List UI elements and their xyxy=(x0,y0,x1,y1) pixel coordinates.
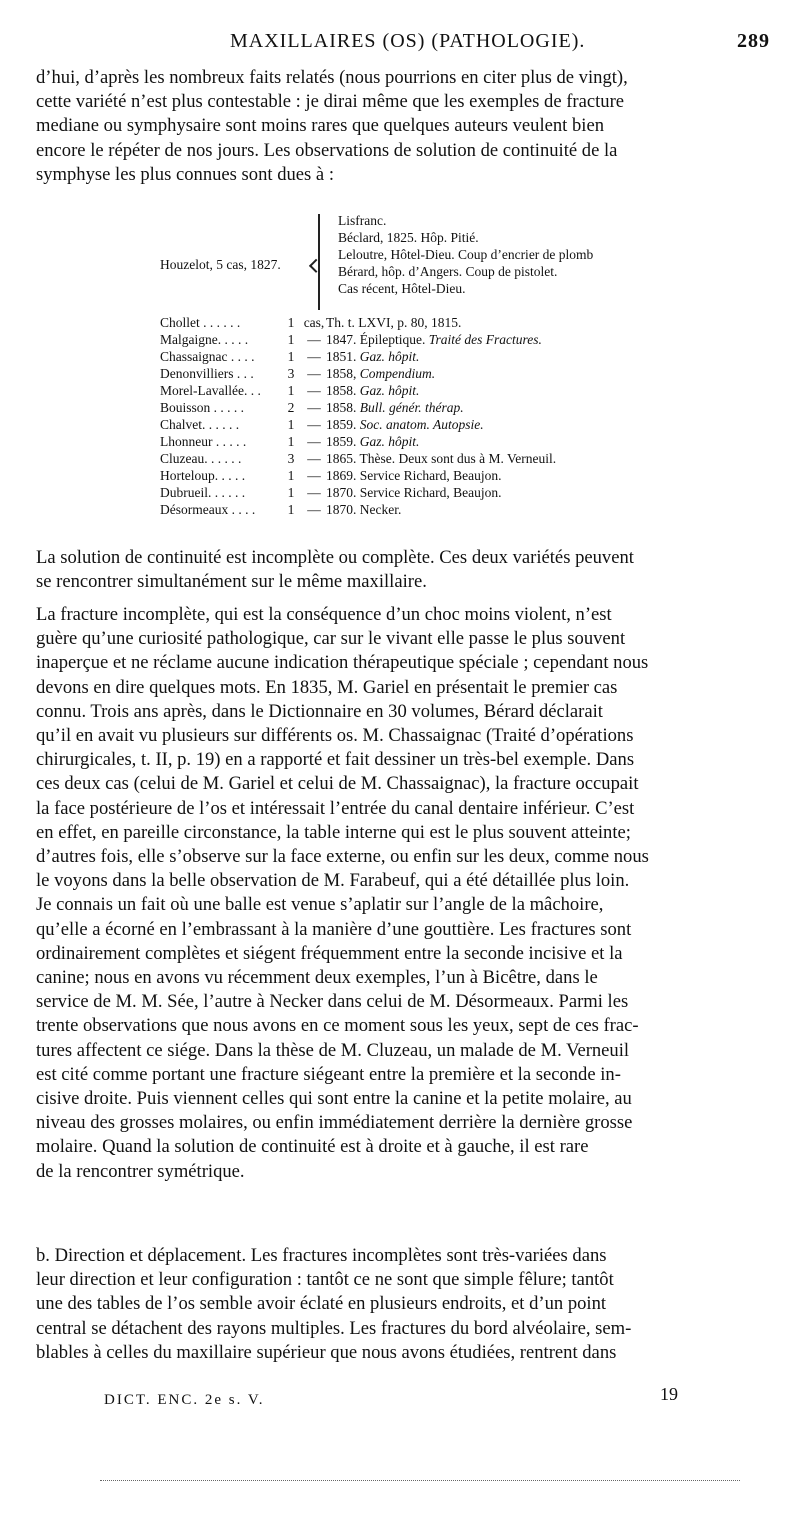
observer-name: Lhonneur . . . . . xyxy=(160,434,247,449)
separator: — xyxy=(307,434,321,449)
separator: — xyxy=(307,485,321,500)
text-line: de la rencontrer symétrique. xyxy=(36,1160,245,1182)
table-row xyxy=(160,399,720,416)
separator: — xyxy=(307,400,321,415)
observation-list xyxy=(160,212,720,518)
intro-paragraph xyxy=(36,66,770,187)
reference-italic: Gaz. hôpit. xyxy=(359,349,420,364)
text-line: d’autres fois, elle s’observe sur la face externe, ou enfin sur les deux, comme nous xyxy=(36,846,649,868)
reference xyxy=(326,433,686,450)
text-line: central se détachent des rayons multiples. Les fractures du bord alvéolaire, sem- xyxy=(36,1317,632,1339)
text-line: encore le répéter de nos jours. Les observations de solution de continuité de la xyxy=(36,139,618,161)
text-line: blables à celles du maxillaire supérieur que nous avons étudiées, rentrent dans xyxy=(36,1341,617,1363)
separator: — xyxy=(307,502,321,517)
case-count: 1 xyxy=(287,315,295,330)
table-row xyxy=(160,416,720,433)
separator: — xyxy=(307,451,321,466)
list-item: Cas récent, Hôtel-Dieu. xyxy=(338,281,466,296)
observer-name: Désormeaux . . . . xyxy=(160,502,256,517)
table-row xyxy=(160,484,720,501)
text-line: en effet, en pareille circonstance, la table interne qui est le plus souvent atteinte; xyxy=(36,821,631,843)
reference-text: 1870. Necker. xyxy=(326,502,402,517)
text-line: connu. Trois ans après, dans le Dictionnaire en 30 volumes, Bérard déclarait xyxy=(36,700,603,722)
bottom-rule xyxy=(100,1480,740,1481)
list-item: Leloutre, Hôtel-Dieu. Coup d’encrier de plomb xyxy=(338,247,594,262)
case-count: 1 xyxy=(287,468,295,483)
text-line: guère qu’une curiosité pathologique, car sur le vivant elle passe le plus souvent xyxy=(36,628,626,650)
footer: DICT. ENC. 2e s. V. xyxy=(104,1392,265,1408)
case-count: 3 xyxy=(287,451,295,466)
case-count: 2 xyxy=(287,400,295,415)
text-line: d’hui, d’après les nombreux faits relatés (nous pourrions en citer plus de vingt), xyxy=(36,67,628,88)
observation-rows xyxy=(160,314,720,518)
page-number: 289 xyxy=(737,30,770,52)
separator: — xyxy=(307,468,321,483)
text-line: niveau des grosses molaires, ou enfin immédiatement derrière la dernière grosse xyxy=(36,1112,633,1134)
brace-icon xyxy=(318,214,328,310)
reference-text: 1858, xyxy=(326,366,357,381)
separator: — xyxy=(307,417,321,432)
text-line: le voyons dans la belle observation de M. Farabeuf, qui a été détaillée plus loin. xyxy=(36,870,630,892)
text-line: devons en dire quelques mots. En 1835, M. Gariel en présentait le premier cas xyxy=(36,676,618,698)
table-row xyxy=(160,348,720,365)
observer-name: Chassaignac . . . . xyxy=(160,349,255,364)
text-line: inaperçue et ne réclame aucune indication thérapeutique spéciale ; cependant nous xyxy=(36,652,649,674)
text-line: cisive droite. Puis viennent celles qui sont entre la canine et la petite molaire, au xyxy=(36,1088,632,1110)
observer-name: Bouisson . . . . . xyxy=(160,400,245,415)
reference xyxy=(326,314,686,331)
table-row xyxy=(160,331,720,348)
reference-italic: Traité des Fractures. xyxy=(428,332,542,347)
list-item: Lisfranc. xyxy=(338,213,387,228)
reference-text: 1859. xyxy=(326,434,357,449)
text-line: La fracture incomplète, qui est la conséquence d’un choc moins violent, n’est xyxy=(36,604,612,625)
reference-text: 1865. Thèse. Deux sont dus à M. Verneuil. xyxy=(326,451,557,466)
reference xyxy=(326,382,686,399)
running-header xyxy=(40,30,770,58)
text-line: b. Direction et déplacement. Les fractures incomplètes sont très-variées dans xyxy=(36,1245,607,1266)
text-line: Je connais un fait où une balle est venue s’aplatir sur l’angle de la mâchoire, xyxy=(36,894,604,916)
text-line: service de M. M. Sée, l’autre à Necker dans celui de M. Désormeaux. Parmi les xyxy=(36,991,629,1013)
reference xyxy=(326,484,686,501)
paragraph-direction xyxy=(36,1244,770,1365)
text-line: canine; nous en avons vu récemment deux exemples, l’un à Bicêtre, dans le xyxy=(36,967,598,989)
houzelot-group xyxy=(160,212,720,314)
reference xyxy=(326,348,686,365)
text-line: est cité comme portant une fracture siégeant entre la première et la seconde in- xyxy=(36,1063,621,1085)
reference xyxy=(326,399,686,416)
reference-text: 1869. Service Richard, Beaujon. xyxy=(326,468,502,483)
text-line: La solution de continuité est incomplète ou complète. Ces deux variétés peuvent xyxy=(36,547,634,568)
text-line: symphyse les plus connues sont dues à : xyxy=(36,163,334,185)
text-line: cette variété n’est plus contestable : je dirai même que les exemples de fracture xyxy=(36,91,625,113)
houzelot-items xyxy=(338,212,593,297)
observer-name: Horteloup. . . . . xyxy=(160,468,246,483)
observer-name: Chalvet. . . . . . xyxy=(160,417,240,432)
case-count: 1 xyxy=(287,349,295,364)
reference-italic: Bull. génér. thérap. xyxy=(359,400,464,415)
observer-name: Denonvilliers . . . xyxy=(160,366,254,381)
reference-italic: Gaz. hôpit. xyxy=(359,383,420,398)
reference xyxy=(326,501,686,518)
text-line: une des tables de l’os semble avoir éclaté en plusieurs endroits, et d’un point xyxy=(36,1293,607,1315)
text-line: qu’il en avait vu plusieurs sur différents os. M. Chassaignac (Traité d’opérations xyxy=(36,725,634,747)
observer-name: Malgaigne. . . . . xyxy=(160,332,249,347)
separator: — xyxy=(307,332,321,347)
reference-text: 1858. xyxy=(326,383,357,398)
text-line: ces deux cas (celui de M. Gariel et celui de M. Chassaignac), la fracture occupait xyxy=(36,773,639,795)
reference-italic: Compendium. xyxy=(359,366,436,381)
reference-italic: Soc. anatom. Autopsie. xyxy=(359,417,484,432)
table-row xyxy=(160,501,720,518)
table-row xyxy=(160,314,720,331)
table-row xyxy=(160,433,720,450)
table-row xyxy=(160,365,720,382)
observer-name: Morel-Lavallée. . . xyxy=(160,383,261,398)
text-line: trente observations que nous avons en ce moment sous les yeux, sept de ces frac- xyxy=(36,1015,639,1037)
reference xyxy=(326,450,686,467)
list-item: Bérard, hôp. d’Angers. Coup de pistolet. xyxy=(338,264,558,279)
paragraph-incomplete-fracture xyxy=(36,603,770,1184)
table-row xyxy=(160,467,720,484)
case-count: 1 xyxy=(287,434,295,449)
houzelot-label: Houzelot, 5 cas, 1827. xyxy=(160,257,281,272)
reference-text: 1858. xyxy=(326,400,357,415)
header-title: MAXILLAIRES (OS) (PATHOLOGIE). xyxy=(230,30,586,52)
case-count: 1 xyxy=(287,383,295,398)
text-line: chirurgicales, t. II, p. 19) en a rapporté et fait dessiner un très-bel exemple. Dans xyxy=(36,749,635,771)
reference-text: 1847. Épileptique. xyxy=(326,332,426,347)
paragraph-varieties xyxy=(36,546,770,594)
reference xyxy=(326,331,686,348)
observer-name: Cluzeau. . . . . . xyxy=(160,451,242,466)
separator: — xyxy=(307,349,321,364)
observer-name: Chollet . . . . . . xyxy=(160,315,241,330)
text-line: se rencontrer simultanément sur le même maxillaire. xyxy=(36,571,427,593)
reference-text: 1851. xyxy=(326,349,357,364)
reference-text: Th. t. LXVI, p. 80, 1815. xyxy=(326,315,462,330)
table-row xyxy=(160,450,720,467)
text-line: qu’elle a écorné en l’embrassant à la manière d’une gouttière. Les fractures sont xyxy=(36,918,632,940)
list-item: Béclard, 1825. Hôp. Pitié. xyxy=(338,230,479,245)
case-count: 1 xyxy=(287,485,295,500)
text-line: mediane ou symphysaire sont moins rares que quelques auteurs veulent bien xyxy=(36,115,604,137)
table-row xyxy=(160,382,720,399)
case-count: 1 xyxy=(287,417,295,432)
case-count: 1 xyxy=(287,332,295,347)
signature-mark: 19 xyxy=(660,1384,678,1404)
text-line: molaire. Quand la solution de continuité est à droite et à gauche, il est rare xyxy=(36,1136,589,1158)
reference xyxy=(326,416,686,433)
reference-italic: Gaz. hôpit. xyxy=(359,434,420,449)
text-line: la face postérieure de l’os et intéressait l’entrée du canal dentaire inférieur. C’est xyxy=(36,797,635,819)
reference-text: 1870. Service Richard, Beaujon. xyxy=(326,485,502,500)
separator: — xyxy=(307,383,321,398)
text-line: leur direction et leur configuration : tantôt ce ne sont que simple fêlure; tantôt xyxy=(36,1269,614,1291)
text-line: ordinairement complètes et siégent fréquemment entre la seconde incisive et la xyxy=(36,942,623,964)
observer-name: Dubrueil. . . . . . xyxy=(160,485,246,500)
reference-text: 1859. xyxy=(326,417,357,432)
text-line: tures affectent ce siége. Dans la thèse de M. Cluzeau, un malade de M. Verneuil xyxy=(36,1039,630,1061)
reference xyxy=(326,365,686,382)
separator: — xyxy=(307,366,321,381)
reference xyxy=(326,467,686,484)
case-count: 3 xyxy=(287,366,295,381)
case-count: 1 xyxy=(287,502,295,517)
separator: cas, xyxy=(303,315,325,330)
